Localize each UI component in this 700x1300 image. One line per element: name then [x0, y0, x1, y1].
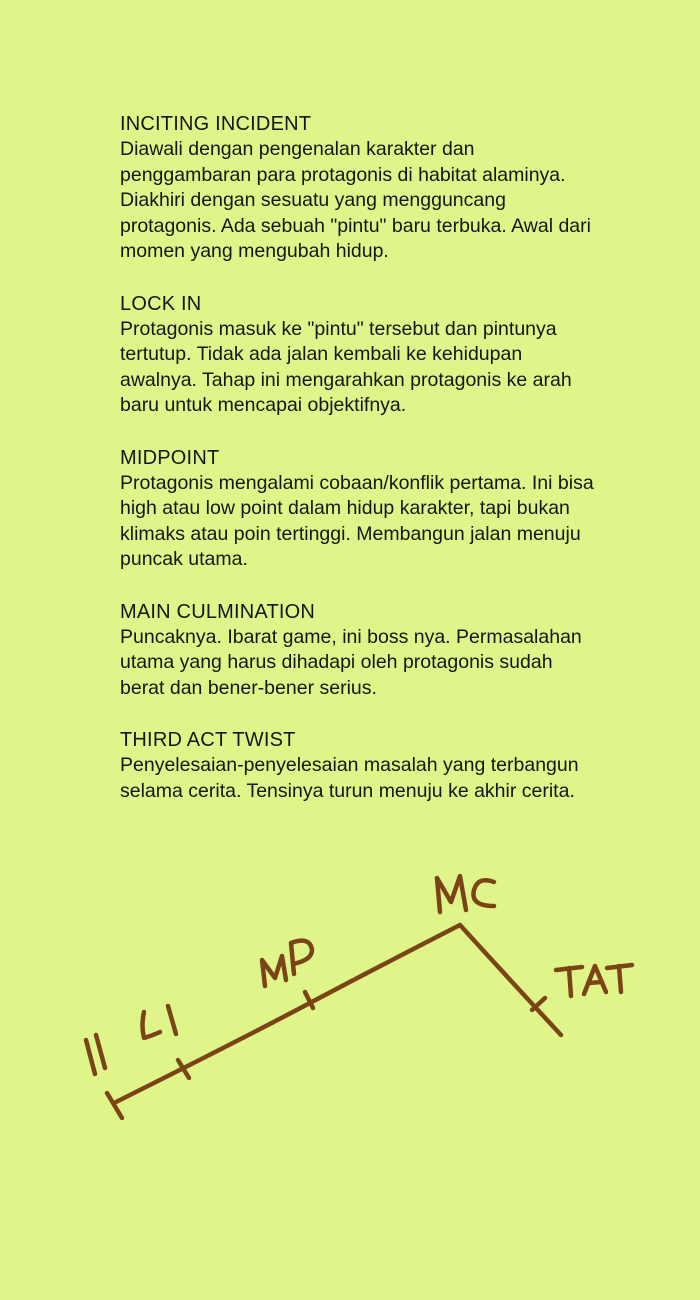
section-line: Puncaknya. Ibarat game, ini boss nya. Permasalahan [120, 625, 582, 648]
section-body [120, 753, 660, 804]
story-arc-svg [0, 840, 700, 1160]
section-line: high atau low point dalam hidup karakter, tapi bukan [120, 497, 570, 519]
section-line: Diawali dengan pengenalan karakter dan [120, 138, 475, 160]
section-line: puncak utama. [120, 548, 248, 570]
section-line: selama cerita. Tensinya turun menuju ke akhir cerita. [120, 779, 575, 802]
section-line: baru untuk mencapai objektifnya. [120, 394, 407, 416]
section-title: THIRD ACT TWIST [120, 729, 296, 751]
section-body [120, 625, 660, 702]
section-body [120, 471, 660, 573]
section-line: Diakhiri dengan sesuatu yang mengguncang [120, 189, 506, 211]
section-line: penggambaran para protagonis di habitat alaminya. [120, 163, 566, 186]
section-midpoint [120, 445, 660, 573]
label-ii-handwritten [86, 1035, 105, 1074]
section-line: tertutup. Tidak ada jalan kembali ke kehidupan [120, 343, 523, 365]
section-inciting-incident [120, 111, 660, 265]
section-title: INCITING INCIDENT [120, 113, 312, 135]
section-line: Penyelesaian-penyelesaian masalah yang terbangun [120, 754, 579, 776]
label-li-handwritten [143, 1006, 177, 1038]
section-line: Protagonis mengalami cobaan/konflik pertama. Ini bisa [120, 471, 594, 494]
section-body [120, 137, 660, 265]
section-main-culmination [120, 599, 660, 702]
section-line: berat dan bener-bener serius. [120, 676, 377, 699]
label-mp-handwritten [262, 941, 312, 986]
section-line: momen yang mengubah hidup. [120, 240, 389, 262]
section-lock-in [120, 291, 660, 419]
tick-start [107, 1093, 122, 1118]
section-line: protagonis. Ada sebuah "pintu" baru terbuka. Awal dari [120, 214, 591, 237]
section-title: LOCK IN [120, 292, 202, 315]
section-line: utama yang harus dihadapi oleh protagonis sudah [120, 651, 553, 673]
falling-action-line [460, 925, 561, 1035]
section-line: awalnya. Tahap ini mengarahkan protagonis ke arah [120, 368, 572, 391]
section-third-act-twist [120, 727, 660, 804]
section-title: MAIN CULMINATION [120, 600, 316, 623]
section-body [120, 317, 660, 419]
section-line: klimaks atau poin tertinggi. Membangun jalan menuju [120, 522, 581, 545]
label-mc-handwritten [437, 876, 494, 912]
rising-action-line [116, 925, 460, 1102]
story-structure-sections [120, 111, 660, 830]
section-line: Protagonis masuk ke "pintu" tersebut dan pintunya [120, 317, 557, 340]
story-arc-diagram [0, 840, 700, 1160]
section-title: MIDPOINT [120, 446, 220, 469]
label-tat-handwritten [556, 965, 632, 996]
